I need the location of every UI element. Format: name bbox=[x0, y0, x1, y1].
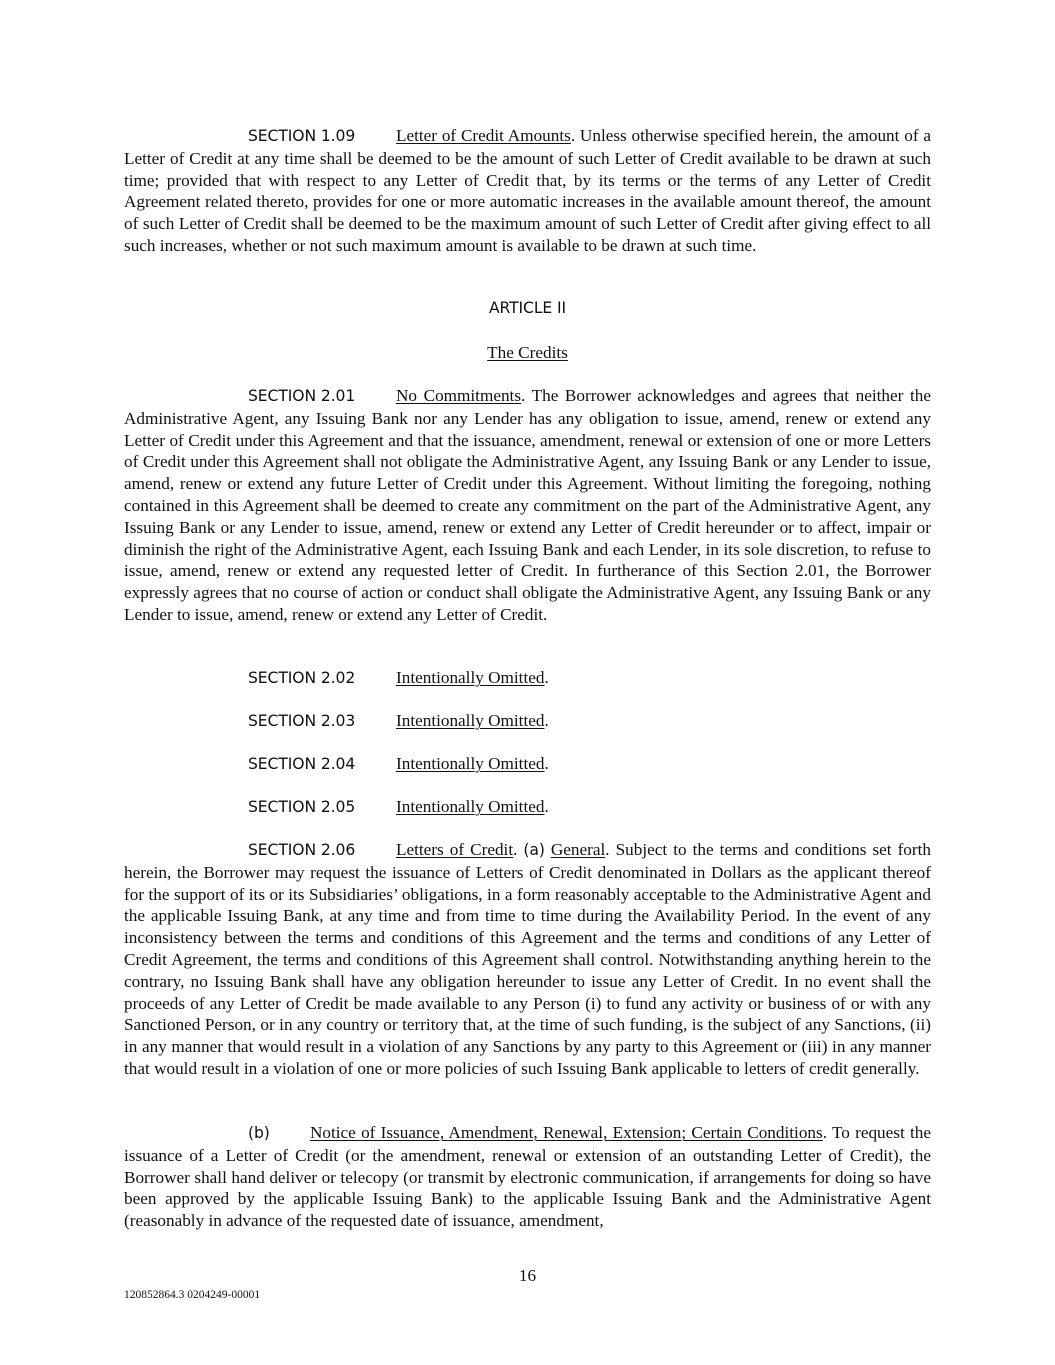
section-number: SECTION 2.06 bbox=[248, 841, 356, 859]
section-suffix: . bbox=[544, 797, 549, 816]
section-2-06-paragraph bbox=[124, 839, 931, 1080]
section-title: Letters of Credit bbox=[396, 840, 514, 859]
section-suffix: . bbox=[544, 754, 549, 773]
section-2-06-b-paragraph bbox=[124, 1122, 931, 1232]
article-heading: ARTICLE II bbox=[488, 299, 567, 317]
section-2-01-paragraph bbox=[124, 385, 931, 626]
section-title: Intentionally Omitted bbox=[396, 754, 545, 773]
section-suffix: . bbox=[544, 668, 549, 687]
section-1-09-paragraph bbox=[124, 125, 931, 257]
section-2-04-line bbox=[248, 753, 549, 776]
page-number: 16 bbox=[518, 1266, 537, 1285]
section-title: Letter of Credit Amounts bbox=[396, 126, 571, 145]
section-number: SECTION 1.09 bbox=[248, 127, 356, 145]
section-2-02-line bbox=[248, 667, 549, 690]
section-body: . To request the issuance of a Letter of Credit (or the amendment, renewal or extension of an outstanding Letter of Credit), the Borrower shall hand deliver or telecopy (or transmit by electronic communication, if arrangements for doing so have been approved by the applicable Issuing Bank) to the applicable Issuing Bank and the Administrative Agent (reasonably in advance of the requested date of issuance, amendment, bbox=[124, 1123, 931, 1231]
section-body: . Unless otherwise specified herein, the amount of a Letter of Credit at any time shall be deemed to be the amount of such Letter of Credit available to be drawn at such time; provided that with respect to any Letter of Credit that, by its terms or the terms of any Letter of Credit Agreement related thereto, provides for one or more automatic increases in the available amount thereof, the amount of such Letter of Credit shall be deemed to be the maximum amount of such Letter of Credit after giving effect to all such increases, whether or not such maximum amount is available to be drawn at such time. bbox=[124, 126, 931, 255]
subsection-label: (b) bbox=[248, 1124, 270, 1142]
section-body: . Subject to the terms and conditions set forth herein, the Borrower may request the issuance of Letters of Credit denominated in Dollars as the applicant thereof for the support of its or its Subsidiaries’ obligations, in a form reasonably acceptable to the Administrative Agent and the applicable Issuing Bank, at any time and from time to time during the Availability Period. In the event of any inconsistency between the terms and conditions of this Agreement and the terms and conditions of any Letter of Credit Agreement, the terms and conditions of this Agreement shall control. Notwithstanding anything herein to the contrary, no Issuing Bank shall have any obligation hereunder to issue any Letter of Credit. In no event shall the proceeds of any Letter of Credit be made available to any Person (i) to fund any activity or business of or with any Sanctioned Person, or in any country or territory that, at the time of such funding, is the subject of any Sanctions, (ii) in any manner that would result in a violation of any Sanctions by any party to this Agreement or (iii) in any manner that would result in a violation of one or more policies of such Issuing Bank applicable to letters of credit generally. bbox=[124, 840, 931, 1078]
section-title: Intentionally Omitted bbox=[396, 668, 545, 687]
section-number: SECTION 2.04 bbox=[248, 755, 356, 773]
document-id: 120852864.3 0204249-00001 bbox=[124, 1289, 261, 1301]
section-title: Intentionally Omitted bbox=[396, 711, 545, 730]
section-title-suffix: . bbox=[513, 840, 518, 859]
subsection-title: Notice of Issuance, Amendment, Renewal, Extension; Certain Conditions bbox=[310, 1123, 823, 1142]
section-number: SECTION 2.01 bbox=[248, 387, 356, 405]
section-title: Intentionally Omitted bbox=[396, 797, 545, 816]
article-title-text: The Credits bbox=[487, 343, 568, 362]
section-number: SECTION 2.03 bbox=[248, 712, 356, 730]
section-2-03-line bbox=[248, 710, 549, 733]
subsection-title: General bbox=[550, 840, 606, 859]
subsection-label: (a) bbox=[523, 841, 545, 859]
article-title bbox=[124, 342, 931, 364]
section-number: SECTION 2.02 bbox=[248, 669, 356, 687]
section-2-05-line bbox=[248, 796, 549, 819]
section-number: SECTION 2.05 bbox=[248, 798, 356, 816]
section-suffix: . bbox=[544, 711, 549, 730]
section-body: . The Borrower acknowledges and agrees that neither the Administrative Agent, any Issuing Bank nor any Lender has any obligation to issue, amend, renew or extend any Letter of Credit under this Agreement and that the issuance, amendment, renewal or extension of one or more Letters of Credit under this Agreement shall not obligate the Administrative Agent, any Issuing Bank or any Lender to issue, amend, renew or extend any future Letter of Credit under this Agreement. Without limiting the foregoing, nothing contained in this Agreement shall be deemed to create any commitment on the part of the Administrative Agent, any Issuing Bank or any Lender to issue, amend, renew or extend any Letter of Credit hereunder or to affect, impair or diminish the right of the Administrative Agent, each Issuing Bank and each Lender, in its sole discretion, to refuse to issue, amend, renew or extend any requested letter of Credit. In furtherance of this Section 2.01, the Borrower expressly agrees that no course of action or conduct shall obligate the Administrative Agent, any Issuing Bank or any Lender to issue, amend, renew or extend any Letter of Credit. bbox=[124, 386, 931, 624]
section-title: No Commitments bbox=[396, 386, 522, 405]
